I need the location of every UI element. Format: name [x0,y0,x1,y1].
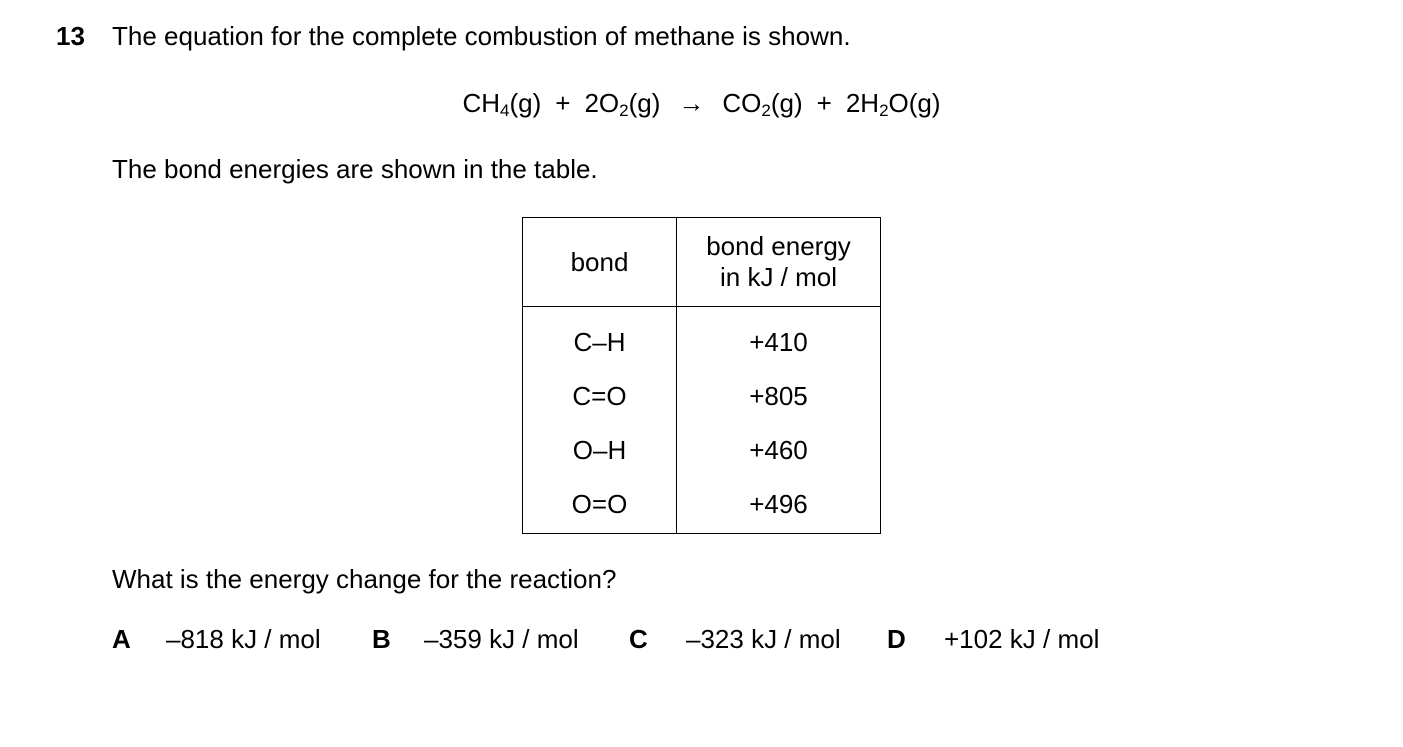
combustion-equation [0,86,1403,120]
option-d[interactable] [887,623,1099,655]
bond-name: C=O [523,369,677,423]
option-letter: C [629,624,648,654]
answer-options [112,623,1099,655]
option-value: –359 kJ / mol [424,624,579,654]
option-c[interactable] [629,623,887,655]
option-letter: B [372,624,391,654]
header-bond: bond [523,218,677,307]
bond-energy-value: +496 [677,477,881,534]
table-header-row [523,218,881,307]
plus-sign: + [555,88,571,118]
question-stem: The equation for the complete combustion of methane is shown. [112,21,851,51]
option-value: +102 kJ / mol [944,624,1100,654]
header-bond-energy [677,218,881,307]
option-letter: A [112,624,131,654]
option-b[interactable] [372,623,629,655]
header-energy-line2: in kJ / mol [719,262,838,292]
bond-name: C–H [523,307,677,370]
bond-name: O=O [523,477,677,534]
table-row [523,369,881,423]
option-value: –818 kJ / mol [166,624,321,654]
table-intro: The bond energies are shown in the table. [112,154,598,184]
bond-name: O–H [523,423,677,477]
header-energy-line1: bond energy [706,231,851,261]
table-row [523,307,881,370]
plus-sign: + [816,88,832,118]
question-number: 13 [56,21,85,51]
bond-energy-table [522,217,881,534]
bond-energy-value: +805 [677,369,881,423]
bond-energy-value: +460 [677,423,881,477]
option-value: –323 kJ / mol [686,624,841,654]
option-a[interactable] [112,623,372,655]
bond-energy-value: +410 [677,307,881,370]
table-row [523,423,881,477]
reactant-oxygen: $2O_2(g)$ [584,88,661,120]
option-letter: D [887,624,906,654]
product-water: $2H_2O(g)$ [845,88,941,120]
reactant-methane: $CH_4(g)$ [462,88,542,120]
table-row [523,477,881,534]
product-carbon-dioxide: $CO_2(g)$ [722,88,803,120]
reaction-arrow-icon: → [678,88,705,118]
question-prompt: What is the energy change for the reaction? [112,564,617,594]
